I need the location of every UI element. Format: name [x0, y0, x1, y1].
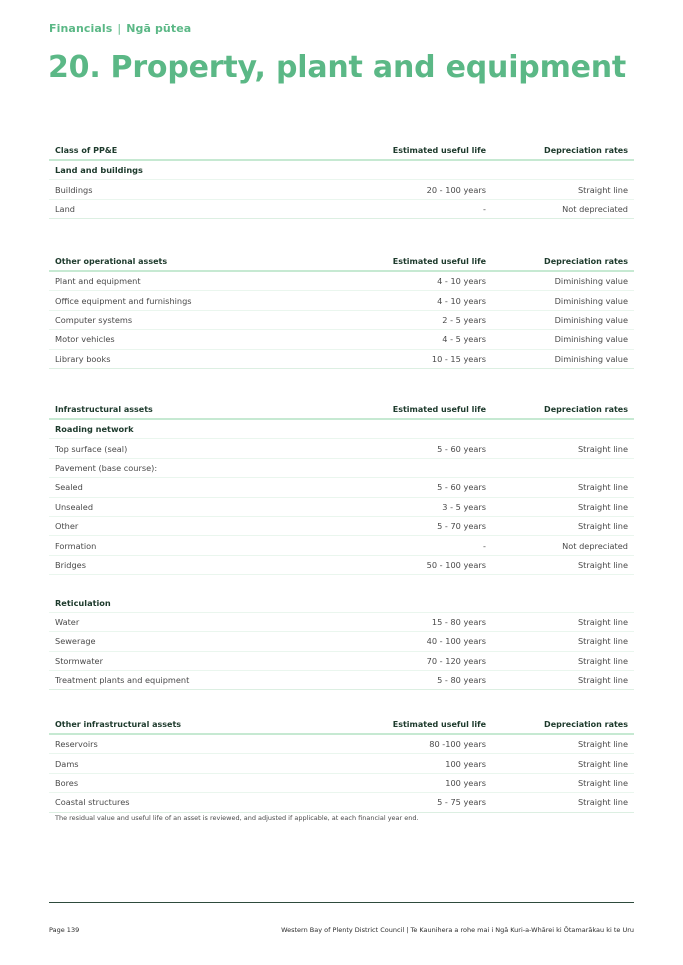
table-row [49, 478, 634, 497]
useful-life-cell: 100 years [350, 773, 492, 792]
depreciation-rate-cell: Not depreciated [492, 199, 634, 218]
page-title [48, 50, 626, 85]
asset-class-cell: Land [49, 199, 350, 218]
depreciation-rate-cell: Diminishing value [492, 310, 634, 329]
page-number: Page 139 [49, 926, 80, 934]
table-row [49, 199, 634, 218]
table-row [49, 734, 634, 754]
depreciation-rate-cell: Diminishing value [492, 271, 634, 291]
depreciation-rate-cell: Straight line [492, 734, 634, 754]
table-row [49, 439, 634, 458]
table-header-row [49, 253, 634, 271]
table-row [49, 497, 634, 516]
useful-life-cell [350, 458, 492, 477]
asset-class-cell: Stormwater [49, 651, 350, 670]
table-row [49, 671, 634, 690]
table-subheading-row [49, 419, 634, 439]
asset-class-cell: Bores [49, 773, 350, 792]
table-row [49, 180, 634, 199]
useful-life-cell: 80 -100 years [350, 734, 492, 754]
page-title-text: Property, plant and equipment [110, 50, 627, 85]
useful-life-cell: 4 - 10 years [350, 271, 492, 291]
subheading-cell: Reticulation [49, 594, 634, 613]
depreciation-rate-cell: Straight line [492, 651, 634, 670]
column-header-class: Class of PP&E [49, 142, 350, 160]
depreciation-rate-cell: Straight line [492, 555, 634, 574]
footer-divider [49, 902, 634, 903]
table-row [49, 651, 634, 670]
depreciation-rate-cell: Diminishing value [492, 291, 634, 310]
asset-class-cell: Treatment plants and equipment [49, 671, 350, 690]
useful-life-cell: 4 - 5 years [350, 330, 492, 349]
asset-class-cell: Motor vehicles [49, 330, 350, 349]
depreciation-rate-cell: Straight line [492, 497, 634, 516]
table-header-row [49, 142, 634, 160]
section-header-separator: | [117, 22, 122, 35]
depreciation-rate-cell: Straight line [492, 478, 634, 497]
asset-class-cell: Formation [49, 536, 350, 555]
column-header-rate: Depreciation rates [492, 716, 634, 734]
useful-life-cell: 70 - 120 years [350, 651, 492, 670]
column-header-rate: Depreciation rates [492, 401, 634, 419]
section-header-english: Financials [49, 22, 113, 35]
table-subheading-row [49, 160, 634, 180]
useful-life-cell: 5 - 60 years [350, 478, 492, 497]
footnote: The residual value and useful life of an asset is reviewed, and adjusted if applicable, at each financial year end. [55, 814, 419, 822]
table-row [49, 516, 634, 535]
table-row [49, 555, 634, 574]
asset-class-cell: Buildings [49, 180, 350, 199]
column-header-life: Estimated useful life [350, 401, 492, 419]
asset-class-cell: Sewerage [49, 632, 350, 651]
depreciation-rate-cell: Straight line [492, 773, 634, 792]
useful-life-cell: 100 years [350, 754, 492, 773]
table-row [49, 291, 634, 310]
useful-life-cell: 15 - 80 years [350, 612, 492, 631]
useful-life-cell: 5 - 80 years [350, 671, 492, 690]
table-spacer-row [49, 575, 634, 594]
table-row [49, 612, 634, 631]
asset-class-cell: Sealed [49, 478, 350, 497]
depreciation-rate-cell: Straight line [492, 754, 634, 773]
table-subheading-row [49, 594, 634, 613]
useful-life-cell: 10 - 15 years [350, 349, 492, 368]
table-header-row [49, 401, 634, 419]
column-header-class: Other infrastructural assets [49, 716, 350, 734]
depreciation-rate-cell: Straight line [492, 793, 634, 812]
useful-life-cell: 4 - 10 years [350, 291, 492, 310]
spacer-cell [49, 575, 634, 594]
table-row [49, 773, 634, 792]
asset-class-cell: Water [49, 612, 350, 631]
column-header-class: Infrastructural assets [49, 401, 350, 419]
column-header-rate: Depreciation rates [492, 142, 634, 160]
column-header-class: Other operational assets [49, 253, 350, 271]
section-header-maori: Ngā pūtea [126, 22, 192, 35]
depreciation-rate-cell: Straight line [492, 439, 634, 458]
depreciation-rate-cell [492, 458, 634, 477]
column-header-life: Estimated useful life [350, 142, 492, 160]
depreciation-rate-cell: Straight line [492, 180, 634, 199]
depreciation-rate-cell: Diminishing value [492, 330, 634, 349]
depreciation-rate-cell: Straight line [492, 516, 634, 535]
asset-class-cell: Bridges [49, 555, 350, 574]
useful-life-cell: - [350, 536, 492, 555]
asset-class-cell: Unsealed [49, 497, 350, 516]
table-header-row [49, 716, 634, 734]
useful-life-cell: 40 - 100 years [350, 632, 492, 651]
asset-class-cell: Dams [49, 754, 350, 773]
useful-life-cell: 20 - 100 years [350, 180, 492, 199]
subheading-cell: Land and buildings [49, 160, 634, 180]
asset-class-cell: Top surface (seal) [49, 439, 350, 458]
table-row [49, 330, 634, 349]
table-row [49, 536, 634, 555]
asset-class-cell: Coastal structures [49, 793, 350, 812]
column-header-life: Estimated useful life [350, 253, 492, 271]
useful-life-cell: 3 - 5 years [350, 497, 492, 516]
table-row [49, 793, 634, 812]
asset-class-cell: Reservoirs [49, 734, 350, 754]
depreciation-rate-cell: Not depreciated [492, 536, 634, 555]
organisation-name: Western Bay of Plenty District Council | Te Kaunihera a rohe mai i Ngā Kuri-a-Whārei ki Ōtamarākau ki te Uru [281, 926, 634, 934]
subheading-cell: Roading network [49, 419, 634, 439]
useful-life-cell: 2 - 5 years [350, 310, 492, 329]
page-title-number: 20. [48, 50, 101, 85]
useful-life-cell: 50 - 100 years [350, 555, 492, 574]
column-header-life: Estimated useful life [350, 716, 492, 734]
other-infrastructural-assets-table [49, 716, 634, 813]
infrastructural-assets-table [49, 401, 634, 690]
table-row [49, 754, 634, 773]
table-row [49, 458, 634, 477]
asset-class-cell: Other [49, 516, 350, 535]
table-row [49, 349, 634, 368]
column-header-rate: Depreciation rates [492, 253, 634, 271]
table-row [49, 632, 634, 651]
depreciation-rate-cell: Diminishing value [492, 349, 634, 368]
asset-class-cell: Pavement (base course): [49, 458, 350, 477]
useful-life-cell: 5 - 60 years [350, 439, 492, 458]
asset-class-cell: Computer systems [49, 310, 350, 329]
land-buildings-table [49, 142, 634, 219]
depreciation-rate-cell: Straight line [492, 671, 634, 690]
other-operational-assets-table [49, 253, 634, 369]
depreciation-rate-cell: Straight line [492, 632, 634, 651]
depreciation-rate-cell: Straight line [492, 612, 634, 631]
asset-class-cell: Office equipment and furnishings [49, 291, 350, 310]
useful-life-cell: 5 - 70 years [350, 516, 492, 535]
table-row [49, 310, 634, 329]
useful-life-cell: - [350, 199, 492, 218]
asset-class-cell: Plant and equipment [49, 271, 350, 291]
section-header [49, 22, 191, 35]
asset-class-cell: Library books [49, 349, 350, 368]
table-row [49, 271, 634, 291]
useful-life-cell: 5 - 75 years [350, 793, 492, 812]
